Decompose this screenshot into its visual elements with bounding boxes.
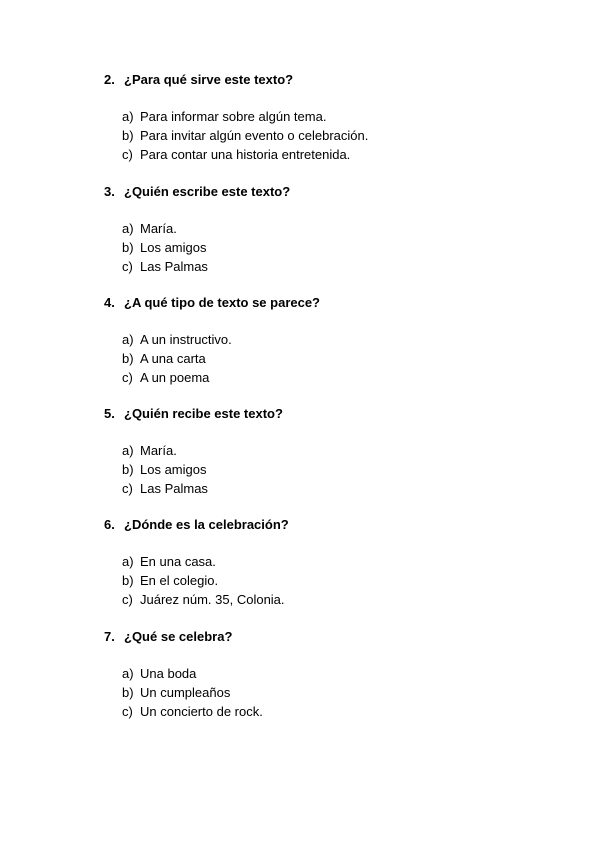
question-heading [104,517,564,533]
option-letter: a) [122,666,134,681]
option-text: María. [140,221,177,236]
option-text: A una carta [140,351,206,366]
question-5 [104,406,564,498]
option-letter: c) [122,147,133,162]
option-a [122,219,564,238]
question-3 [104,184,564,276]
question-heading [104,72,564,88]
option-text: Las Palmas [140,481,208,496]
question-number: 5. [104,406,115,421]
answer-options [104,107,564,164]
option-letter: a) [122,443,134,458]
question-heading [104,184,564,200]
option-c [122,145,564,164]
answer-options [104,552,564,609]
option-letter: b) [122,462,134,477]
question-number: 7. [104,629,115,644]
option-b [122,238,564,257]
question-text: ¿A qué tipo de texto se parece? [124,295,321,310]
option-text: Una boda [140,666,197,681]
option-a [122,330,564,349]
option-text: Para contar una historia entretenida. [140,147,351,162]
option-text: A un poema [140,370,210,385]
question-2 [104,72,564,164]
option-b [122,349,564,368]
question-number: 4. [104,295,115,310]
option-letter: c) [122,481,133,496]
option-c [122,702,564,721]
option-text: Las Palmas [140,259,208,274]
question-text: ¿Para qué sirve este texto? [124,72,294,87]
question-6 [104,517,564,609]
question-text: ¿Quién recibe este texto? [124,406,283,421]
option-c [122,590,564,609]
option-c [122,368,564,387]
option-letter: c) [122,704,133,719]
option-letter: c) [122,259,133,274]
option-letter: c) [122,592,133,607]
question-number: 2. [104,72,115,87]
option-letter: b) [122,685,134,700]
option-c [122,479,564,498]
option-b [122,683,564,702]
option-letter: a) [122,221,134,236]
option-c [122,257,564,276]
option-text: Para invitar algún evento o celebración. [140,128,369,143]
option-letter: b) [122,573,134,588]
question-number: 6. [104,517,115,532]
option-text: En el colegio. [140,573,219,588]
question-text: ¿Qué se celebra? [124,629,233,644]
option-a [122,107,564,126]
question-heading [104,406,564,422]
option-letter: a) [122,554,134,569]
answer-options [104,330,564,387]
option-a [122,441,564,460]
option-letter: c) [122,370,133,385]
question-text: ¿Dónde es la celebración? [124,517,289,532]
option-text: Un concierto de rock. [140,704,263,719]
option-letter: a) [122,109,134,124]
option-a [122,664,564,683]
option-letter: a) [122,332,134,347]
option-text: A un instructivo. [140,332,232,347]
question-number: 3. [104,184,115,199]
option-b [122,126,564,145]
question-text: ¿Quién escribe este texto? [124,184,291,199]
option-letter: b) [122,351,134,366]
option-text: María. [140,443,177,458]
option-text: Los amigos [140,462,207,477]
question-heading [104,295,564,311]
option-text: Juárez núm. 35, Colonia. [140,592,285,607]
answer-options [104,664,564,721]
question-heading [104,629,564,645]
option-text: Los amigos [140,240,207,255]
option-letter: b) [122,240,134,255]
option-a [122,552,564,571]
option-b [122,460,564,479]
option-text: Para informar sobre algún tema. [140,109,327,124]
answer-options [104,441,564,498]
option-text: En una casa. [140,554,216,569]
answer-options [104,219,564,276]
option-b [122,571,564,590]
question-7 [104,629,564,721]
option-letter: b) [122,128,134,143]
option-text: Un cumpleaños [140,685,231,700]
question-4 [104,295,564,387]
